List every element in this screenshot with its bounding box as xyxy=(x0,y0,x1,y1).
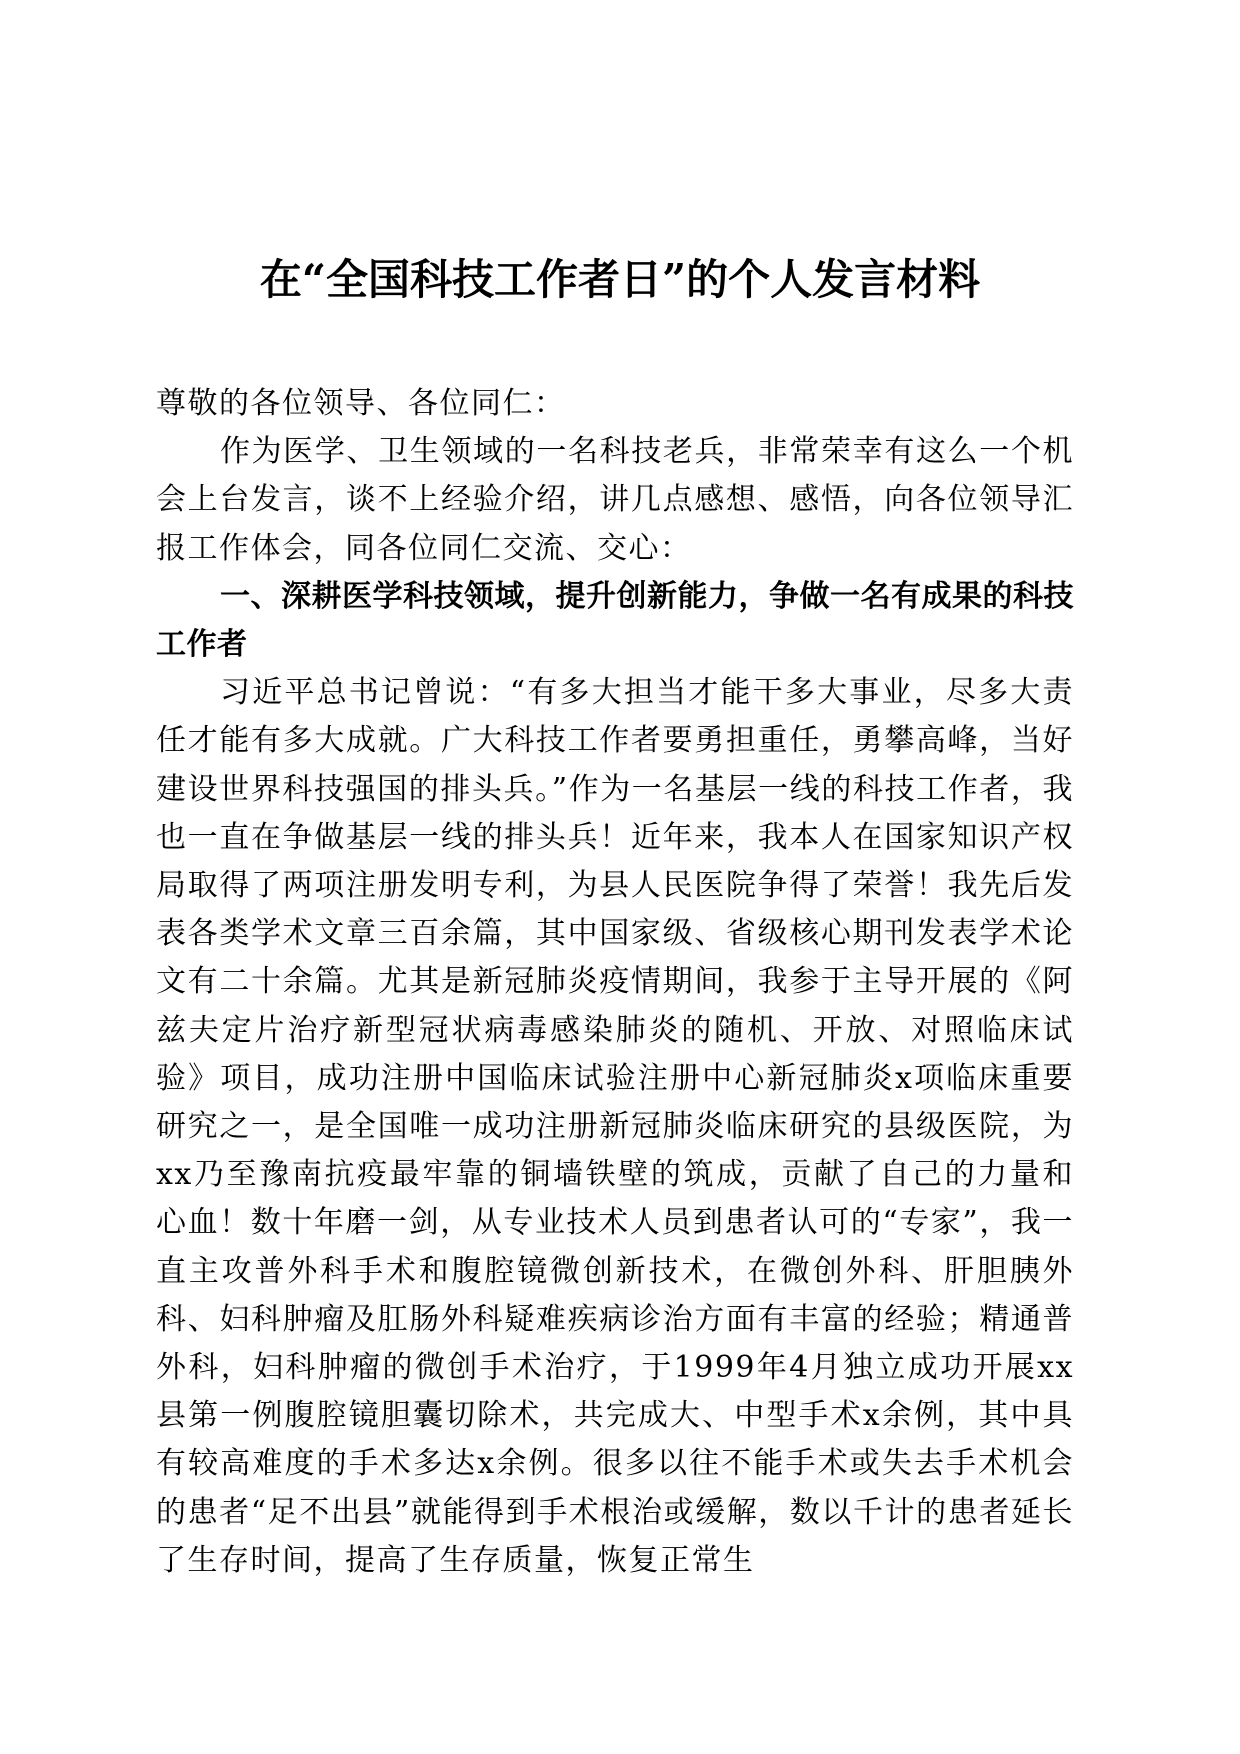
document-body xyxy=(156,380,1074,1585)
intro-paragraph: 作为医学、卫生领域的一名科技老兵，非常荣幸有这么一个机会上台发言，谈不上经验介绍，讲几点感想、感悟，向各位领导汇报工作体会，同各位同仁交流、交心： xyxy=(156,434,1074,566)
salutation: 尊敬的各位领导、各位同仁： xyxy=(156,386,566,421)
document-title: 在“全国科技工作者日”的个人发言材料 xyxy=(259,255,981,304)
section-paragraph: 习近平总书记曾说：“有多大担当才能干多大事业，尽多大责任才能有多大成就。广大科技工作者要勇担重任，勇攀高峰，当好建设世界科技强国的排头兵。”作为一名基层一线的科技工作者，我也一直在争做基层一线的排头兵！近年来，我本人在国家知识产权局取得了两项注册发明专利，为县人民医院争得了荣誉！我先后发表各类学术文章三百余篇，其中国家级、省级核心期刊发表学术论文有二十余篇。尤其是新冠肺炎疫情期间，我参于主导开展的《阿兹夫定片治疗新型冠状病毒感染肺炎的随机、开放、对照临床试验》项目，成功注册中国临床试验注册中心新冠肺炎x项临床重要研究之一，是全国唯一成功注册新冠肺炎临床研究的县级医院，为xx乃至豫南抗疫最牢靠的铜墙铁壁的筑成，贡献了自己的力量和心血！数十年磨一剑，从专业技术人员到患者认可的“专家”，我一直主攻普外科手术和腹腔镜微创新技术，在微创外科、肝胆胰外科、妇科肿瘤及肛肠外科疑难疾病诊治方面有丰富的经验；精通普外科，妇科肿瘤的微创手术治疗，于1999年4月独立成功开展xx县第一例腹腔镜胆囊切除术，共完成大、中型手术x余例，其中具有较高难度的手术多达x余例。很多以往不能手术或失去手术机会的患者“足不出县”就能得到手术根治或缓解，数以千计的患者延长了生存时间，提高了生存质量，恢复正常生 xyxy=(156,675,1074,1578)
section-heading: 一、深耕医学科技领域，提升创新能力，争做一名有成果的科技工作者 xyxy=(156,578,1074,663)
